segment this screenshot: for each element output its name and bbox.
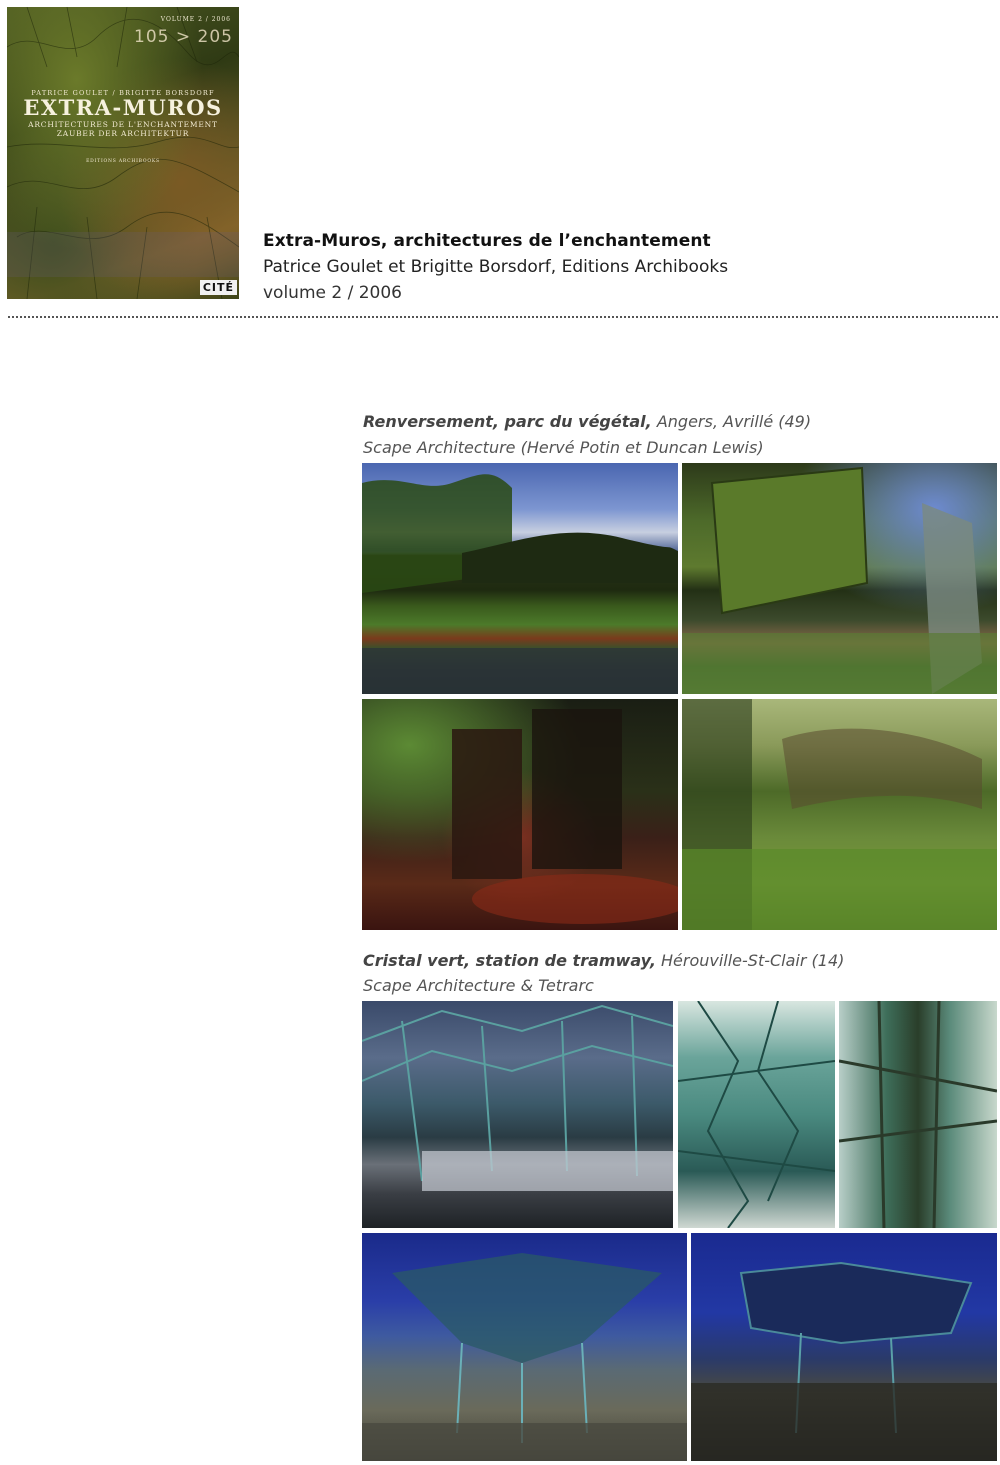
- project-2-photo-station-platform: [362, 1001, 673, 1228]
- project-2-photo-station-night: [691, 1233, 997, 1461]
- photo-2-shapes: [682, 463, 997, 694]
- photo-8-shapes: [362, 1233, 687, 1461]
- cover-authors: PATRICE GOULET / BRIGITTE BORSDORF: [31, 89, 215, 97]
- project-1-title: [363, 412, 811, 431]
- project-2-location: Hérouville-St-Clair (14): [655, 951, 845, 970]
- dotted-divider: [8, 316, 998, 318]
- cover-subtitle-fr: ARCHITECTURES DE L'ENCHANTEMENT: [28, 120, 218, 129]
- cover-foliage-pattern: [7, 7, 239, 299]
- project-1-photo-green-building: [682, 463, 997, 694]
- book-title: Extra-Muros, architectures de l’enchantement: [263, 231, 711, 251]
- project-2-architects: Scape Architecture & Tetrarc: [363, 976, 594, 995]
- photo-3-shapes: [362, 699, 678, 930]
- project-2-name: Cristal vert, station de tramway,: [363, 951, 656, 970]
- project-2-photo-structure-detail-2: [839, 1001, 997, 1228]
- cover-badge: CITÉ: [200, 280, 237, 295]
- photo-9-shapes: [691, 1233, 997, 1461]
- project-1-photo-interior: [362, 699, 678, 930]
- project-1-photo-park-exterior: [362, 463, 678, 694]
- photo-5-shapes: [362, 1001, 673, 1228]
- photo-6-shapes: [678, 1001, 835, 1228]
- photo-1-shapes: [362, 463, 678, 694]
- cover-title: EXTRA-MUROS: [23, 95, 223, 120]
- cover-publisher: EDITIONS ARCHIBOOKS: [86, 159, 160, 164]
- project-2-title: [363, 951, 844, 970]
- cover-subtitle-de: ZAUBER DER ARCHITEKTUR: [56, 129, 190, 138]
- project-1-location: Angers, Avrillé (49): [651, 412, 812, 431]
- cover-numbers: 105 > 205: [134, 27, 233, 47]
- book-cover-image: [7, 7, 239, 299]
- project-1-name: Renversement, parc du végétal,: [363, 412, 652, 431]
- project-2-photo-station-canopy: [362, 1233, 687, 1461]
- photo-7-shapes: [839, 1001, 997, 1228]
- book-authors: Patrice Goulet et Brigitte Borsdorf, Editions Archibooks: [263, 257, 729, 277]
- photo-4-shapes: [682, 699, 997, 930]
- project-1-architects: Scape Architecture (Hervé Potin et Duncan Lewis): [363, 438, 764, 457]
- project-2-photo-structure-detail-1: [678, 1001, 835, 1228]
- book-volume: volume 2 / 2006: [263, 283, 402, 303]
- project-1-photo-canopy-garden: [682, 699, 997, 930]
- cover-volume-label: VOLUME 2 / 2006: [160, 16, 231, 23]
